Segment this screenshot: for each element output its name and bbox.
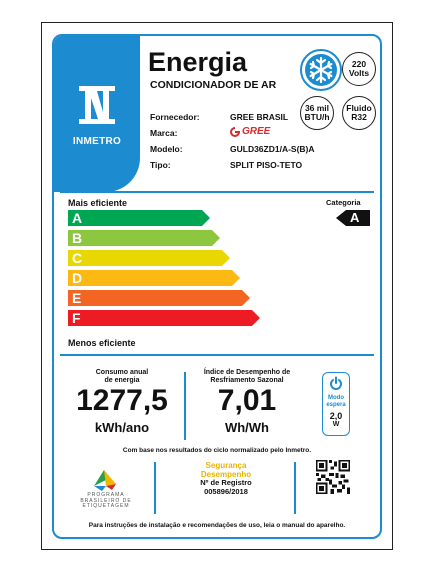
- standby-value: 2,0: [329, 411, 343, 421]
- pbe-line1: PROGRAMA: [87, 492, 125, 498]
- inmetro-text: INMETRO: [72, 136, 122, 147]
- capacity-badge: [300, 96, 334, 130]
- fluid-label: Fluido: [346, 103, 372, 113]
- categoria-indicator: [336, 210, 370, 226]
- divider-vertical-3: [294, 462, 296, 514]
- qr-code-icon[interactable]: [316, 460, 350, 494]
- efficiency-letter: E: [72, 290, 82, 306]
- marca-label: Marca:: [150, 128, 178, 138]
- pbe-line3: ETIQUETAGEM: [82, 503, 130, 509]
- page-title: Energia: [148, 47, 248, 77]
- snowflake-badge: [300, 49, 342, 91]
- seal-line3: Nº de Registro: [200, 478, 252, 487]
- fluid-value: R32: [351, 112, 367, 122]
- fornecedor-label: Fornecedor:: [150, 112, 200, 122]
- efficiency-letter: B: [72, 230, 83, 246]
- tipo-label: Tipo:: [150, 160, 171, 170]
- divider-middle: [60, 354, 374, 356]
- efficiency-bar-c: [68, 250, 230, 266]
- standby-unit: W: [332, 421, 340, 428]
- fluid-badge: [342, 96, 376, 130]
- efficiency-letter: A: [72, 210, 83, 226]
- standby-label-2: espera: [326, 401, 346, 408]
- index-title-line1: Índice de Desempenho de: [203, 369, 291, 376]
- consumption-title-line1: Consumo anual: [95, 369, 149, 376]
- divider-top: [60, 191, 374, 193]
- tipo-value: SPLIT PISO-TETO: [230, 160, 303, 170]
- efficiency-bar-b: [68, 230, 220, 246]
- categoria-value: A: [350, 210, 360, 225]
- capacity-value: 36 mil: [304, 103, 330, 113]
- gree-logo-icon: [230, 127, 240, 137]
- efficiency-bar-e: [68, 290, 250, 306]
- seal-line2: Desempenho: [200, 470, 252, 479]
- energy-label: [52, 34, 382, 539]
- voltage-unit: Volts: [348, 68, 370, 78]
- index-value: 7,01: [217, 384, 277, 417]
- gree-logo-text: GREE: [242, 126, 271, 137]
- marca-value: [230, 126, 270, 137]
- capacity-unit: BTU/h: [304, 112, 330, 122]
- power-icon: [329, 376, 343, 390]
- consumption-title: [68, 369, 176, 385]
- categoria-label: Categoria: [326, 198, 361, 207]
- menos-eficiente-label: Menos eficiente: [68, 338, 136, 348]
- efficiency-bar-f: [68, 310, 260, 326]
- index-title: [192, 369, 302, 385]
- registration-seal: [182, 461, 270, 503]
- snowflake-icon: [305, 54, 337, 86]
- standby-box: [322, 372, 350, 436]
- voltage-value: 220: [351, 59, 367, 69]
- fornecedor-value: GREE BRASIL: [230, 112, 289, 122]
- product-type: CONDICIONADOR DE AR: [150, 79, 277, 91]
- index-title-line2: Resfriamento Sazonal: [210, 377, 284, 384]
- efficiency-bar-a: [68, 210, 210, 226]
- efficiency-bar-d: [68, 270, 240, 286]
- consumption-title-line2: de energia: [104, 377, 140, 384]
- inmetro-block: [54, 36, 140, 192]
- consumption-unit: kWh/ano: [94, 420, 150, 435]
- pbe-line2: BRASILEIRO DE: [80, 497, 132, 504]
- efficiency-letter: F: [72, 310, 81, 326]
- seal-line1: Segurança: [205, 461, 247, 470]
- normalization-note: Com base nos resultados do ciclo normalizado pelo Inmetro.: [122, 447, 312, 454]
- modelo-label: Modelo:: [150, 144, 183, 154]
- pbe-logo-icon: [76, 466, 136, 492]
- mais-eficiente-label: Mais eficiente: [68, 198, 128, 208]
- index-unit: Wh/Wh: [224, 420, 270, 435]
- divider-vertical-1: [184, 372, 186, 440]
- efficiency-letter: D: [72, 270, 83, 286]
- footer-instructions: Para instruções de instalação e recomendações de uso, leia o manual do aparelho.: [88, 522, 346, 529]
- voltage-badge: [342, 52, 376, 86]
- seal-line4: 005896/2018: [204, 486, 248, 496]
- inmetro-logo-icon: [79, 86, 115, 124]
- efficiency-letter: C: [72, 250, 83, 266]
- consumption-value: 1277,5: [76, 384, 168, 417]
- divider-vertical-2: [154, 462, 156, 514]
- pbe-text: [68, 493, 144, 510]
- modelo-value: GULD36ZD1/A-S(B)A: [230, 144, 315, 154]
- standby-label-1: Modo: [328, 395, 344, 401]
